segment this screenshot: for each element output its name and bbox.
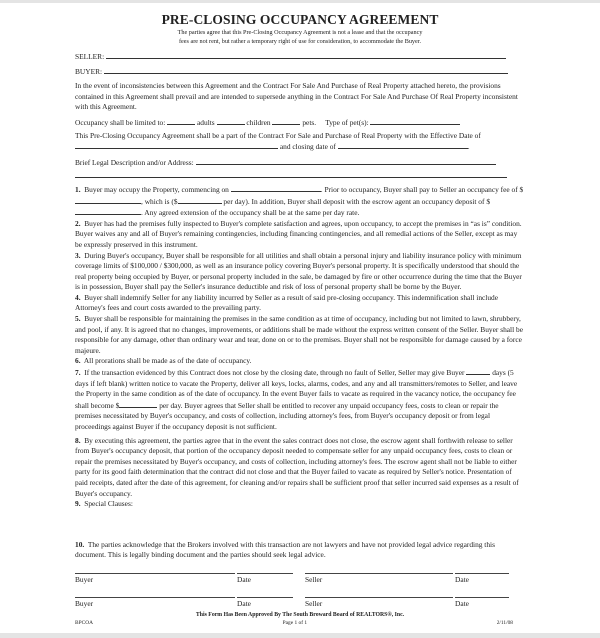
document-title: PRE-CLOSING OCCUPANCY AGREEMENT <box>161 12 439 27</box>
pet-type-label: Type of pet(s): <box>325 117 369 127</box>
legal-description <box>75 157 525 169</box>
clause-number: 2. <box>75 218 81 228</box>
clause-number: 10. <box>75 539 85 549</box>
date-label-2: Date <box>455 574 469 584</box>
clause-text: Special Clauses: <box>84 499 133 509</box>
contract-part <box>75 131 525 153</box>
document-page <box>75 3 525 627</box>
effective-date-blank[interactable] <box>75 141 278 149</box>
date-label-1: Date <box>237 574 251 584</box>
pet-type-blank[interactable] <box>370 117 460 125</box>
legal-description-label: Brief Legal Description and/or Address: <box>75 157 194 167</box>
clause-text: The parties acknowledge that the Brokers involved with this transaction are not lawyers and have not provided legal advice regarding this document. This is legally binding document and the parties should seek legal advice. <box>75 539 495 560</box>
clause-text: . Any agreed extension of the occupancy shall be at the same per day rate. <box>141 208 360 218</box>
clause-text: days (5 days if left blank) written notice to vacate the Property, deliver all keys, locks, alarms, codes, and any and all transmitters/remotes to Seller, and leave the Property in the same condition as of the date of occupancy. In the event Buyer fails to vacate as required in the vacancy notice, the occupancy fee shall become $ <box>75 368 518 410</box>
clause-text: If the transaction evidenced by this Contract does not close by the closing date, through no fault of Seller, Seller may give Buyer <box>84 368 465 378</box>
legal-description-blank[interactable] <box>196 157 496 165</box>
buyer-label-1: Buyer <box>75 574 94 584</box>
subtitle-line-1: The parties agree that this Pre-Closing Occupancy Agreement is not a lease and that the occupancy <box>177 29 423 36</box>
approval-notice: This Form Has Been Approved By The South Broward Board of REALTORS®, Inc. <box>195 611 405 618</box>
clause-6 <box>75 356 525 367</box>
period: . <box>467 142 470 152</box>
date-label-4: Date <box>455 598 469 608</box>
clause-number: 8. <box>75 435 81 445</box>
adults-blank[interactable] <box>167 117 195 125</box>
pets-blank[interactable] <box>272 117 300 125</box>
seller-label-2: Seller <box>305 598 323 608</box>
footer-row <box>75 619 525 627</box>
contract-part-text: This Pre-Closing Occupancy Agreement shall be a part of the Contract For Sale and Purchase of Real Property with the Effective Date of <box>75 130 481 140</box>
clause-number: 1. <box>75 184 81 194</box>
clause-number: 5. <box>75 314 81 324</box>
closing-date-blank[interactable] <box>338 141 470 152</box>
clause-9 <box>75 499 525 510</box>
seller-signature-line-2[interactable] <box>305 597 453 609</box>
commencing-date-blank[interactable] <box>231 184 321 192</box>
closing-date-label: and closing date of <box>279 142 336 152</box>
clause-text: All prorations shall be made as of the date of occupancy. <box>83 356 252 366</box>
seller-label-1: Seller <box>305 574 323 584</box>
clause-2 <box>75 219 525 251</box>
buyer-blank[interactable] <box>104 66 508 74</box>
occupancy-lead: Occupancy shall be limited to: <box>75 117 166 127</box>
per-day-blank[interactable] <box>178 196 222 204</box>
clause-number: 7. <box>75 368 81 378</box>
clause-1 <box>75 184 525 219</box>
legal-description-blank-2[interactable] <box>75 170 507 178</box>
clause-number: 3. <box>75 250 81 260</box>
buyer-date-line-2[interactable] <box>237 597 293 609</box>
clause-number: 4. <box>75 292 81 302</box>
clause-3 <box>75 251 525 293</box>
clause-10 <box>75 540 525 561</box>
clause-text: Buyer shall be responsible for maintaining the premises in the same condition as at time of occupancy, including but not limited to lawn, shrubbery, and pool, if any. It is agreed that no changes, improvements, or additions shall be made without the express written consent of the Seller. Buyer shall be responsible for any damage, other than ordinary wear and tear, done on or to the premises. Buyer shall not be responsible for damage caused by a force majeure. <box>75 314 523 355</box>
adults-label: adults <box>197 117 215 127</box>
seller-date-line-1[interactable] <box>455 573 509 585</box>
clause-7 <box>75 367 525 433</box>
clause-text: During Buyer's occupancy, Buyer shall be responsible for all utilities and shall obtain a personal injury and liability insurance policy with minimum coverage limits of $100,000 / $300,000, as well as an insurance policy covering Buyer's personal property. It is specifically understood that should the real property being occupied by Buyer, or personal property included in the sale, be damaged by fire or other occurrence during the time that the Buyer is in possession, Buyer shall pay the Seller's insurance deductible and risk of loss of personal property shall be borne by the Buyer. <box>75 250 522 292</box>
children-label: children <box>246 117 271 127</box>
seller-blank[interactable] <box>106 51 506 59</box>
date-label-3: Date <box>237 598 251 608</box>
holdover-fee-blank[interactable] <box>119 400 157 408</box>
seller-signature-line-1[interactable] <box>305 573 453 585</box>
signature-row-2 <box>75 597 525 609</box>
clause-text: . Prior to occupancy, Buyer shall pay to Seller an occupancy fee of $ <box>320 184 524 194</box>
children-blank[interactable] <box>217 117 245 125</box>
form-code: BPCOA <box>75 619 93 626</box>
notice-days-blank[interactable] <box>466 367 490 375</box>
viewer-bottom-border <box>0 633 600 638</box>
buyer-signature-line-2[interactable] <box>75 597 235 609</box>
occupancy-fee-blank[interactable] <box>75 196 141 204</box>
seller-label: SELLER: <box>75 52 105 61</box>
buyer-field[interactable] <box>75 66 525 78</box>
clause-4 <box>75 293 525 314</box>
page-number: Page 1 of 1 <box>282 619 308 626</box>
clause-text: Buyer may occupy the Property, commencing on <box>84 184 229 194</box>
clause-text: per day. Buyer agrees that Seller shall be entitled to recover any unpaid occupancy fees, costs to clean or repair the premises necessitated by Buyer's occupancy, and costs of collection, including attorney's fees, from Buyer's occupancy deposit or from legal proceedings against Buyer if the occupancy deposit is not sufficient. <box>75 400 499 431</box>
clause-text: , which is ($ <box>141 196 178 206</box>
clause-number: 9. <box>75 499 81 509</box>
clause-8 <box>75 436 525 500</box>
form-date: 2/11/08 <box>496 619 513 626</box>
clause-text: Buyer has had the premises fully inspected to Buyer's complete satisfaction and agrees, upon occupancy, to accept the premises in “as is” condition. Buyer waives any and all of Buyer's remaining contingencies, including financing contingencies, and all remedial actions of the Seller, except as may be expressly preserved in this instrument. <box>75 218 522 249</box>
seller-date-line-2[interactable] <box>455 597 509 609</box>
buyer-label-2: Buyer <box>75 598 94 608</box>
pets-label: pets. <box>302 117 317 127</box>
intro-paragraph: In the event of inconsistencies between this Agreement and the Contract For Sale And Purchase of Real Property attached hereto, the provisions contained in this Agreement shall prevail and are intended to supersede anything in the Contract For Sale And Purchase Of Real Property inconsistent with this Agreement. <box>75 81 518 112</box>
clause-5 <box>75 314 525 356</box>
clause-text: per day). In addition, Buyer shall deposit with the escrow agent an occupancy deposit of $ <box>223 196 491 206</box>
clause-number: 6. <box>75 356 81 366</box>
seller-field[interactable] <box>75 51 525 63</box>
subtitle-line-2: fees are not rent, but rather a temporary right of use for consideration, to accommodate the Buyer. <box>178 38 422 45</box>
signature-row-1 <box>75 573 525 585</box>
buyer-label: BUYER: <box>75 66 103 76</box>
clause-text: By executing this agreement, the parties agree that in the event the sales contract does not close, the escrow agent shall forthwith release to seller from Buyer's occupancy deposit, that portion of the occupancy deposit needed to compensate seller for any unpaid occupancy fees, costs to clean or repair the premises necessitated by Buyer's occupancy, and costs of collection, including attorney's fees. The escrow agent shall not be liable to either party for its good faith determination that the contract did not close and that the Buyer failed to vacate as required by Seller's notice. Presentation of paid receipts, dated after the date of this agreement, for cleaning and/or repairs shall be sufficient proof that seller incurred said expenses as a result of Buyer's occupancy. <box>75 435 519 498</box>
buyer-date-line-1[interactable] <box>237 573 293 585</box>
buyer-signature-line-1[interactable] <box>75 573 235 585</box>
clause-text: Buyer shall indemnify Seller for any liability incurred by Seller as a result of said pre-closing occupancy. This indemnification shall include Attorney's fees and court costs awarded to the prevailing party. <box>75 292 499 313</box>
occupancy-deposit-blank[interactable] <box>75 207 141 215</box>
occupancy-limits <box>75 117 525 129</box>
